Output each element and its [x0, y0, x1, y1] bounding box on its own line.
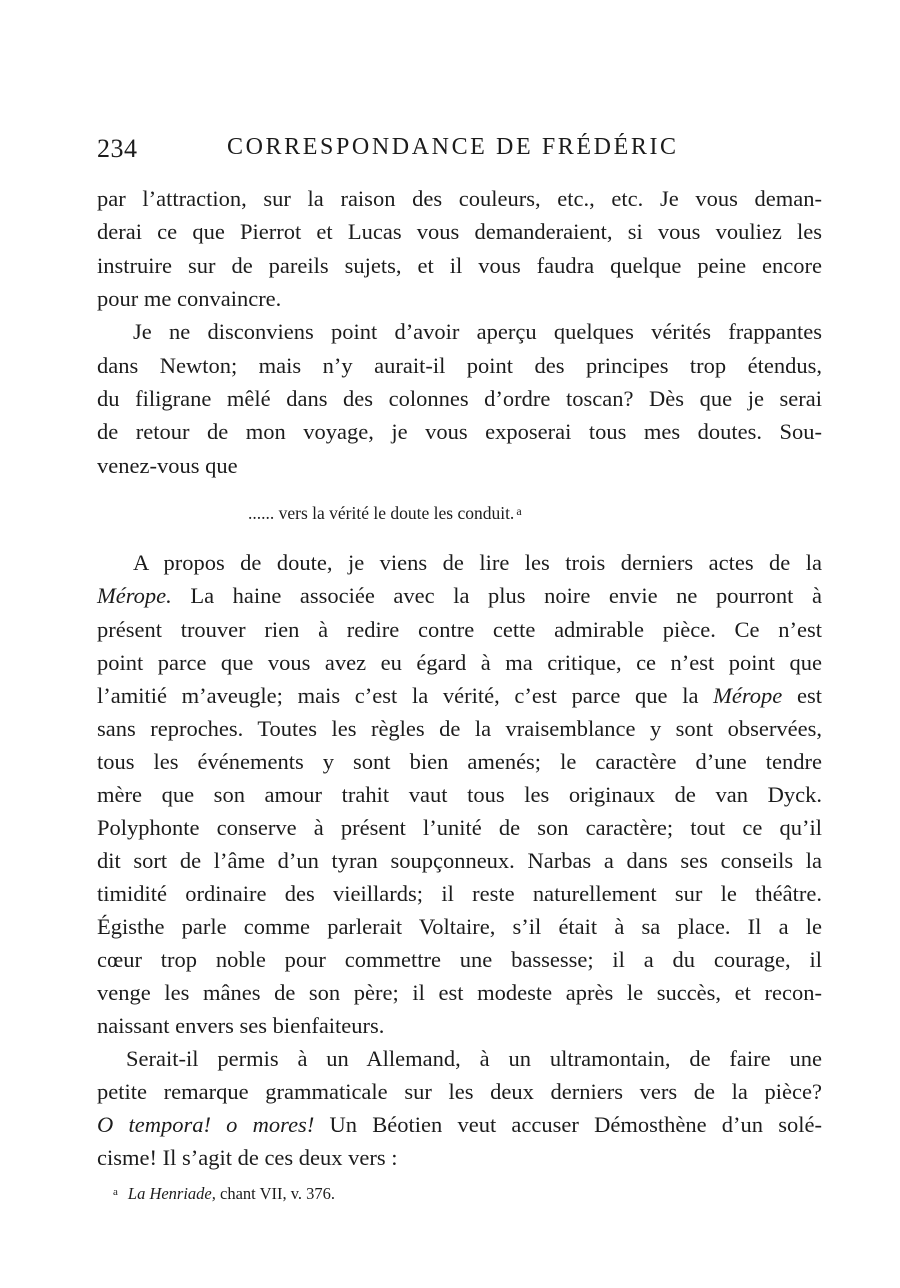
paragraph-4-line-3: O tempora! o mores! Un Béotien veut accuser Démosthène d’un solé- — [97, 1112, 822, 1137]
paragraph-3-line-15: naissant envers ses bienfaiteurs. — [97, 1013, 385, 1038]
paragraph-3-line-3: présent trouver rien à redire contre cette admirable pièce. Ce n’est — [97, 617, 822, 642]
paragraph-3-line-7: tous les événements y sont bien amenés; le caractère d’une tendre — [97, 749, 822, 774]
paragraph-4-line-2: petite remarque grammaticale sur les deux derniers vers de la pièce? — [97, 1079, 822, 1104]
footnote — [113, 1180, 813, 1206]
paragraph-3-line-10: dit sort de l’âme d’un tyran soupçonneux. Narbas a dans ses conseils la — [97, 848, 822, 873]
paragraph-3-line-11: timidité ordinaire des vieillards; il reste naturellement sur le théâtre. — [97, 881, 822, 906]
page-header — [97, 134, 822, 174]
footnote-text: chant VII, v. 376. — [215, 1184, 336, 1203]
paragraph-3-line-5: l’amitié m’aveugle; mais c’est la vérité, c’est parce que la Mérope est — [97, 683, 822, 708]
paragraph-3-line-9: Polyphonte conserve à présent l’unité de son caractère; tout ce qu’il — [97, 815, 822, 840]
paragraph-2-line-2: dans Newton; mais n’y aurait-il point des principes trop étendus, — [97, 353, 822, 378]
paragraph-3-line-6: sans reproches. Toutes les règles de la vraisemblance y sont observées, — [97, 716, 822, 741]
running-head: CORRESPONDANCE DE FRÉDÉRIC — [227, 134, 679, 160]
footnote-title: La Henriade, — [127, 1184, 216, 1203]
paragraph-1-line-2: derai ce que Pierrot et Lucas vous demanderaient, si vous vouliez les — [97, 219, 822, 244]
title-merope: Mérope — [713, 683, 783, 708]
title-merope: Mérope. — [97, 583, 172, 608]
paragraph-1-line-4: pour me convaincre. — [97, 286, 282, 311]
paragraph-2-line-4: de retour de mon voyage, je vous exposerai tous mes doutes. Sou- — [97, 419, 822, 444]
paragraph-3-line-12: Égisthe parle comme parlerait Voltaire, s’il était à sa place. Il a le — [97, 914, 822, 939]
verse-quotation — [248, 498, 648, 526]
paragraph-3-line-14: venge les mânes de son père; il est modeste après le succès, et recon- — [97, 980, 822, 1005]
paragraph-3-line-2: Mérope. La haine associée avec la plus noire envie ne pourront à — [97, 583, 822, 608]
paragraph-2-line-3: du filigrane mêlé dans des colonnes d’ordre toscan? Dès que je serai — [97, 386, 822, 411]
page-number: 234 — [97, 134, 138, 163]
paragraph-4-line-1: Serait-il permis à un Allemand, à un ultramontain, de faire une — [126, 1046, 822, 1071]
latin-exclamation: O tempora! o mores! — [97, 1112, 315, 1137]
paragraph-1-line-3: instruire sur de pareils sujets, et il vous faudra quelque peine encore — [97, 253, 822, 278]
paragraph-2-line-1: Je ne disconviens point d’avoir aperçu quelques vérités frappantes — [133, 319, 822, 344]
paragraph-3-line-13: cœur trop noble pour commettre une bassesse; il a du courage, il — [97, 947, 822, 972]
paragraph-3-line-1: A propos de doute, je viens de lire les trois derniers actes de la — [133, 550, 822, 575]
quotation-text: ...... vers la vérité le doute les conduit. — [248, 503, 515, 523]
paragraph-2-line-5: venez-vous que — [97, 453, 238, 478]
paragraph-1-line-1: par l’attraction, sur la raison des couleurs, etc., etc. Je vous deman- — [97, 186, 822, 211]
footnote-reference: a — [516, 504, 522, 518]
paragraph-4-line-4: cisme! Il s’agit de ces deux vers : — [97, 1145, 398, 1170]
paragraph-3-line-4: point parce que vous avez eu égard à ma critique, ce n’est point que — [97, 650, 822, 675]
footnote-mark: a — [113, 1186, 118, 1198]
paragraph-3-line-8: mère que son amour trahit vaut tous les originaux de van Dyck. — [97, 782, 822, 807]
